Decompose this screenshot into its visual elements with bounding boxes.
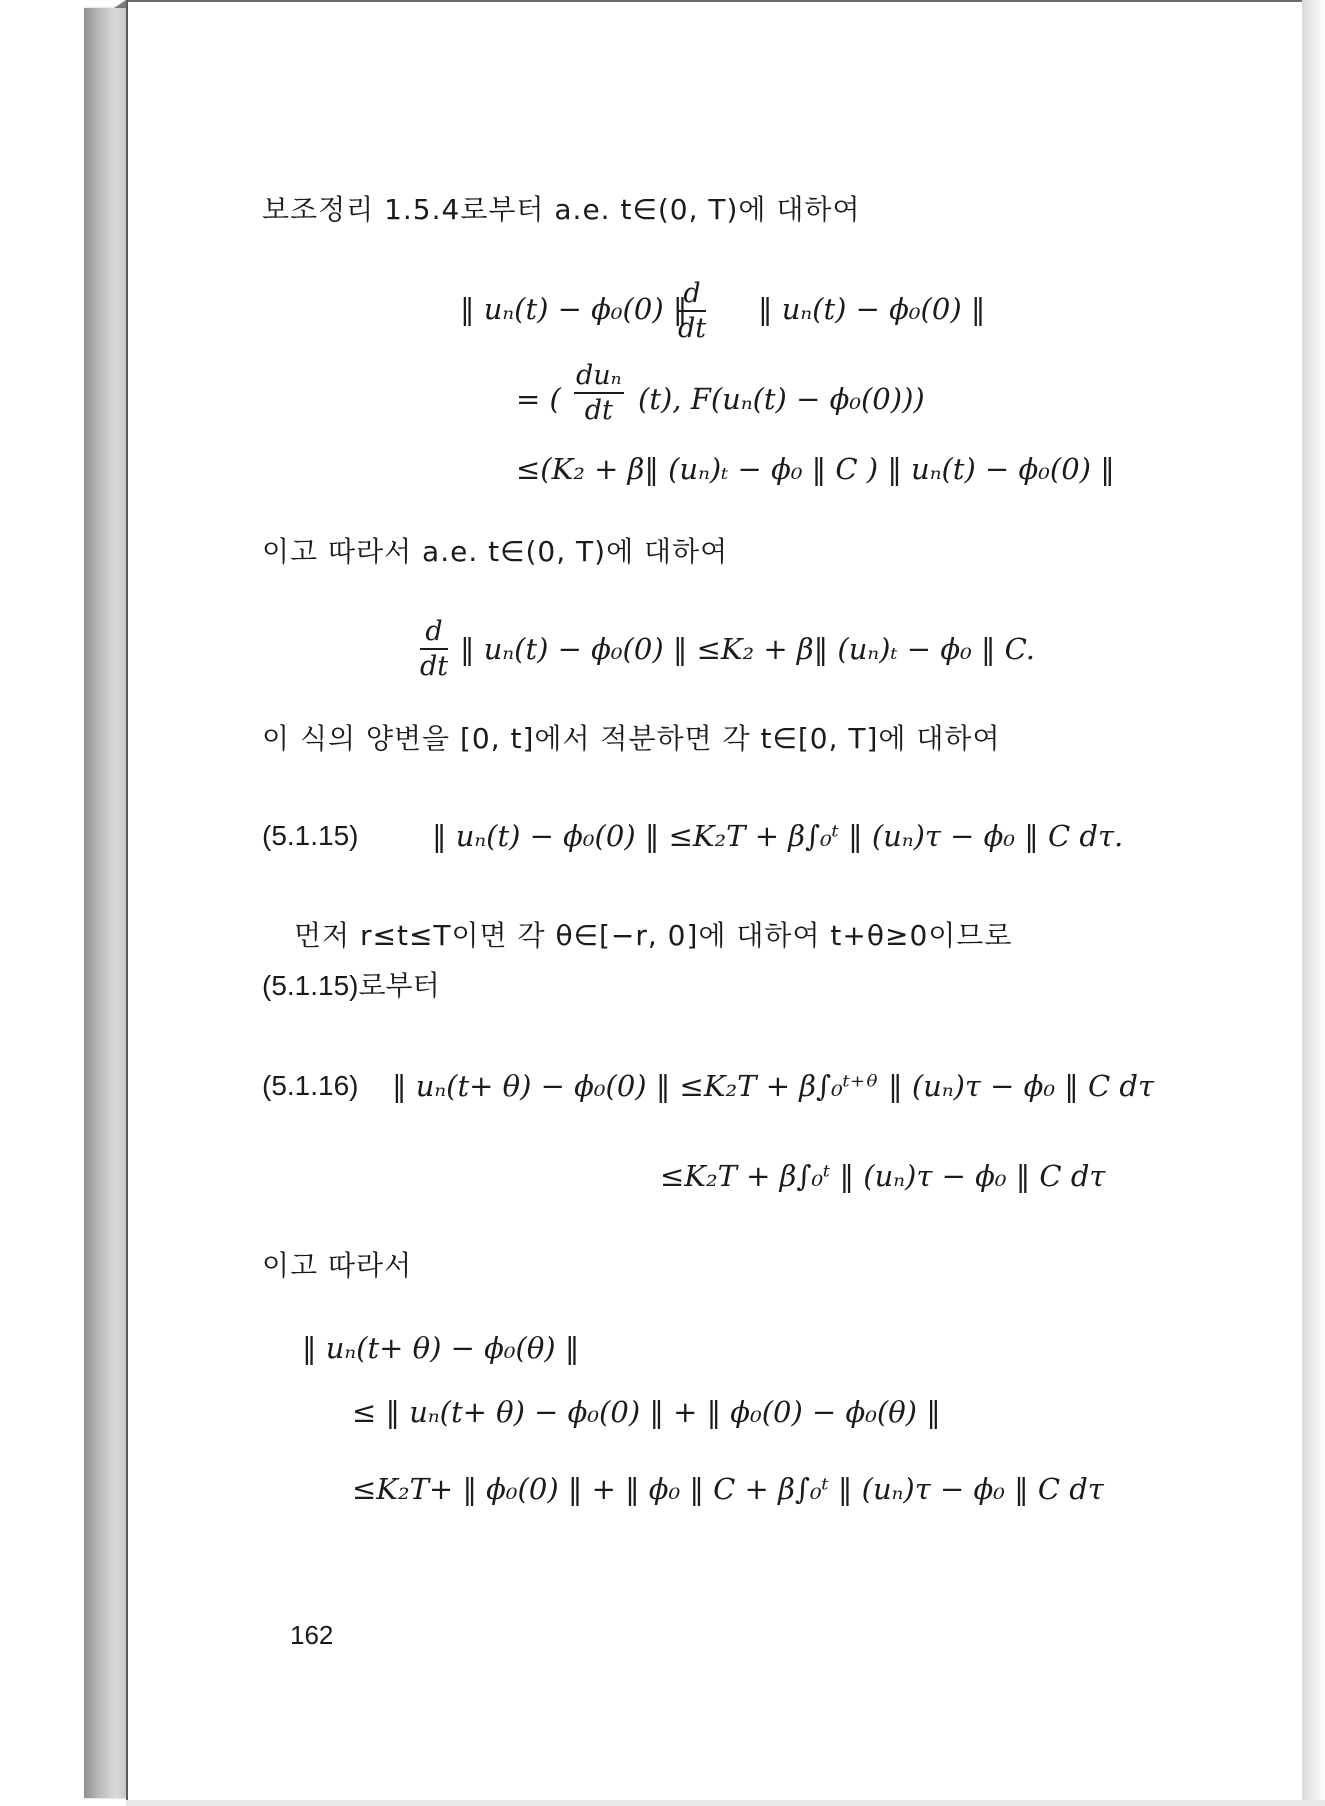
- text-line-integrate: 이 식의 양변을 [0, t]에서 적분하면 각 t∈[0, T]에 대하여: [262, 722, 1001, 755]
- fraction-numerator: d: [678, 280, 706, 312]
- equation-estimate: ≤(K₂ + β‖ (uₙ)ₜ − ϕ₀ ‖ C ) ‖ uₙ(t) − ϕ₀(0) ‖: [516, 452, 1115, 486]
- equation-derivative-bound: ‖ uₙ(t) − ϕ₀(0) ‖ ≤K₂ + β‖ (uₙ)ₜ − ϕ₀ ‖ C.: [460, 632, 1036, 666]
- text-line-from-eq: (5.1.15)로부터: [262, 970, 440, 1001]
- book-page: [126, 0, 1304, 1802]
- text-line-hence-2: 이고 따라서: [262, 1249, 413, 1282]
- equation-5-1-15: ‖ uₙ(t) − ϕ₀(0) ‖ ≤K₂T + β∫₀ᵗ ‖ (uₙ)τ − ϕ₀ ‖ C dτ.: [432, 819, 1124, 853]
- page-number: 162: [290, 1620, 334, 1650]
- equation-inner-product: (t), F(uₙ(t) − ϕ₀(0))): [638, 382, 925, 416]
- page-edge-shadow: [1302, 0, 1325, 1806]
- fraction-d-dt: [678, 280, 706, 342]
- equation-final-step2: ≤K₂T+ ‖ ϕ₀(0) ‖ + ‖ ϕ₀ ‖ C + β∫₀ᵗ ‖ (uₙ)τ − ϕ₀ ‖ C dτ: [352, 1472, 1104, 1506]
- fraction-numerator: d: [420, 618, 448, 650]
- equation-norm-left: ‖ uₙ(t) − ϕ₀(0) ‖: [460, 292, 688, 326]
- fraction-dun-dt: [574, 362, 624, 424]
- book-spine: [84, 8, 126, 1798]
- text-line-first: 먼저 r≤t≤T이면 각 θ∈[−r, 0]에 대하여 t+θ≥0이므로: [294, 919, 1013, 952]
- text-line-lemma: 보조정리 1.5.4로부터 a.e. t∈(0, T)에 대하여: [262, 193, 861, 226]
- fraction-denominator: dt: [678, 313, 707, 344]
- fraction-numerator: duₙ: [574, 362, 624, 394]
- text-line-hence: 이고 따라서 a.e. t∈(0, T)에 대하여: [262, 535, 729, 568]
- equation-norm-right: ‖ uₙ(t) − ϕ₀(0) ‖: [758, 292, 986, 326]
- fraction-denominator: dt: [420, 651, 449, 682]
- equation-number-5-1-16: (5.1.16): [262, 1070, 359, 1101]
- fraction-denominator: dt: [584, 395, 613, 426]
- equation-number-5-1-15: (5.1.15): [262, 820, 359, 851]
- page-bottom-shadow: [126, 1800, 1325, 1806]
- equation-eq-prefix: = (: [516, 382, 561, 416]
- equation-final-step1: ≤ ‖ uₙ(t+ θ) − ϕ₀(0) ‖ + ‖ ϕ₀(0) − ϕ₀(θ) ‖: [352, 1395, 941, 1429]
- fraction-d-dt-2: [420, 618, 448, 680]
- equation-final-lhs: ‖ uₙ(t+ θ) − ϕ₀(θ) ‖: [302, 1331, 580, 1365]
- equation-5-1-16-first: ‖ uₙ(t+ θ) − ϕ₀(0) ‖ ≤K₂T + β∫₀ᵗ⁺ᶿ ‖ (uₙ)τ − ϕ₀ ‖ C dτ: [392, 1069, 1155, 1103]
- equation-5-1-16-second: ≤K₂T + β∫₀ᵗ ‖ (uₙ)τ − ϕ₀ ‖ C dτ: [660, 1159, 1106, 1193]
